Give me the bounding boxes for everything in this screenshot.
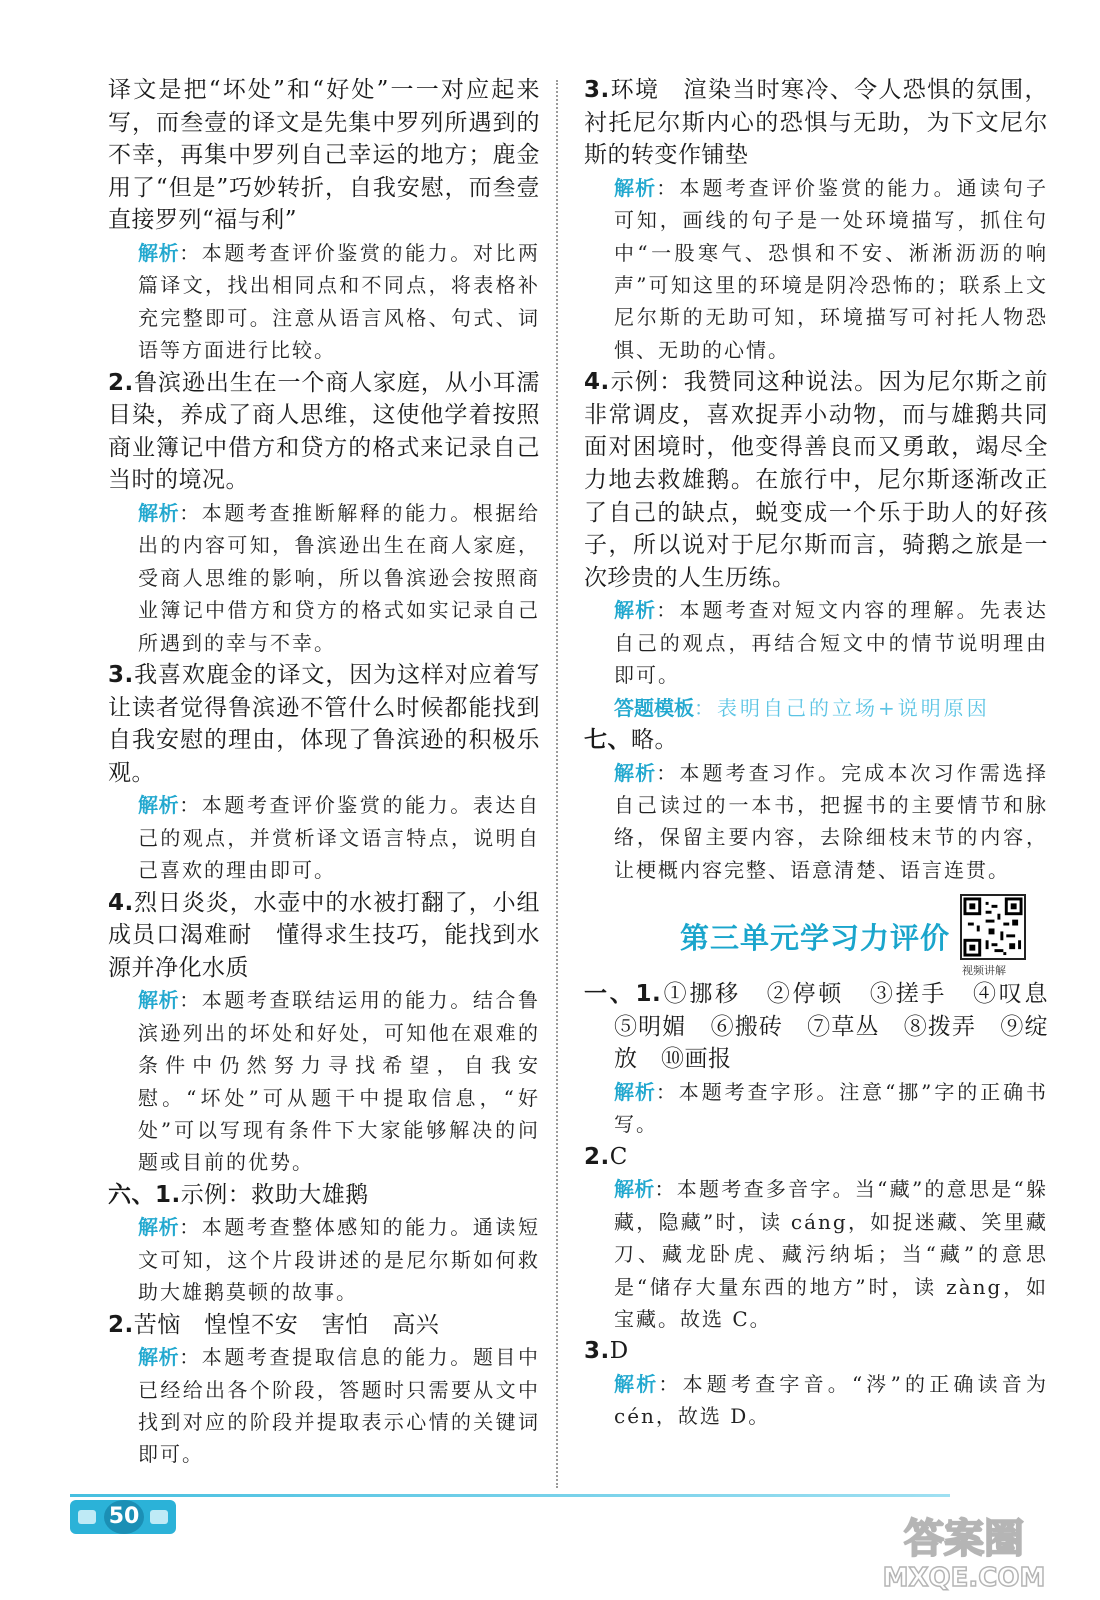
explanation-label: 解析	[138, 793, 180, 818]
explanation-label: 解析	[138, 500, 180, 525]
watermark-logo	[864, 1504, 1064, 1594]
explanation-label: 解析	[138, 240, 180, 265]
explanation-text: ：本题考查字音。“涔”的正确读音为 cén，故选 D。	[614, 1372, 1049, 1429]
svg-text:MXQE.COM: MXQE.COM	[882, 1563, 1046, 1593]
answer-text: 我喜欢鹿金的译文，因为这样对应着写让读者觉得鲁滨逊不管什么时候都能找到自我安慰的理由，体现了鲁滨逊的积极乐观。	[108, 662, 540, 786]
unit-header	[584, 894, 1048, 978]
answer-number: 2.	[108, 369, 134, 396]
explanation-text: ：本题考查对短文内容的理解。先表达自己的观点，再结合短文中的情节说明理由即可。	[614, 598, 1049, 688]
explanation	[584, 172, 1048, 366]
answer-item	[584, 366, 1048, 594]
answer-number: 一、1.	[584, 981, 662, 1008]
answer-item	[584, 724, 1048, 757]
answer-text: 示例：救助大雄鹅	[180, 1181, 369, 1208]
explanation	[108, 984, 540, 1178]
explanation-text: ：本题考查多音字。当“藏”的意思是“躲藏，隐藏”时，读 cáng，如捉迷藏、笑里藏刀、藏龙卧虎、藏污纳垢；当“藏”的意思是“储存大量东西的地方”时，读 zàng，如宝藏。故选 C。	[614, 1177, 1048, 1332]
left-column	[108, 74, 540, 1471]
explanation-label: 解析	[614, 760, 657, 785]
right-column	[584, 74, 1072, 1433]
explanation-label: 解析	[614, 598, 657, 623]
explanation	[584, 757, 1048, 887]
explanation-text: ：本题考查评价鉴赏的能力。表达自己的观点，并赏析译文语言特点，说明自己喜欢的理由即可。	[138, 793, 541, 883]
answer-item	[584, 1335, 1048, 1368]
explanation-label: 解析	[138, 988, 180, 1013]
explanation-text: ：本题考查评价鉴赏的能力。对比两篇译文，找出相同点和不同点，将表格补充完整即可。注意从语言风格、句式、词语等方面进行比较。	[138, 240, 541, 363]
explanation	[584, 1368, 1048, 1433]
answer-item	[108, 1309, 540, 1342]
explanation-text: ：本题考查评价鉴赏的能力。通读句子可知，画线的句子是一处环境描写，抓住句中“一股寒气、恐惧和不安、淅淅沥沥的响声”可知这里的环境是阴冷恐怖的；联系上文尼尔斯的无助可知，环境描写可衬托人物恐惧、无助的心情。	[614, 175, 1049, 362]
answer-text: C	[609, 1143, 628, 1170]
answer-text: ①挪移 ②停顿 ③搓手 ④叹息 ⑤明媚 ⑥搬砖 ⑦草丛 ⑧拨弄 ⑨绽放 ⑩画报	[614, 981, 1072, 1073]
explanation-text: ：本题考查联结运用的能力。结合鲁滨逊列出的坏处和好处，可知他在艰难的条件中仍然努力寻找希望，自我安慰。“坏处”可从题干中提取信息，“好处”可以写现有条件下大家能够解决的问题或目前的优势。	[138, 988, 541, 1175]
answer-item	[108, 74, 540, 237]
answer-text: 苦恼 惶惶不安 害怕 高兴	[133, 1311, 440, 1338]
explanation-label: 解析	[138, 1345, 180, 1370]
explanation-text: ：本题考查推断解释的能力。根据给出的内容可知，鲁滨逊出生在商人家庭，受商人思维的影响，所以鲁滨逊会按照商业簿记中借方和贷方的格式如实记录自己所遇到的幸与不幸。	[138, 500, 541, 655]
qr-label: 视频讲解	[962, 964, 1006, 978]
answer-number: 2.	[108, 1311, 134, 1338]
column-divider	[556, 80, 558, 1488]
footer-line	[70, 1494, 950, 1497]
answer-item	[108, 659, 540, 789]
explanation	[108, 237, 540, 367]
answer-text: D	[609, 1338, 629, 1365]
answer-text: 环境 渲染当时寒冷、令人恐惧的氛围，衬托尼尔斯内心的恐惧与无助，为下文尼尔斯的转变作铺垫	[584, 77, 1048, 169]
answer-item	[584, 1141, 1048, 1174]
answer-text: 烈日炎炎，水壶中的水被打翻了，小组成员口渴难耐 懂得求生技巧，能找到水源并净化水质	[108, 889, 540, 981]
badge-decoration	[150, 1510, 168, 1524]
answer-item	[108, 1179, 540, 1212]
answer-template	[584, 692, 1048, 724]
explanation-label: 解析	[614, 1372, 659, 1397]
explanation-label: 解析	[614, 175, 657, 200]
answer-item	[584, 978, 1072, 1076]
answer-number: 3.	[584, 77, 610, 103]
explanation-text: ：本题考查习作。完成本次习作需选择自己读过的一本书，把握书的主要情节和脉络，保留主要内容，去除细枝末节的内容，让梗概内容完整、语意清楚、语言连贯。	[614, 760, 1049, 882]
answer-text: 鲁滨逊出生在一个商人家庭，从小耳濡目染，养成了商人思维，这使他学着按照商业簿记中借方和贷方的格式来记录自己当时的境况。	[108, 369, 540, 494]
explanation	[584, 1173, 1048, 1335]
explanation-text: ：本题考查整体感知的能力。通读短文可知，这个片段讲述的是尼尔斯如何救助大雄鹅莫顿的故事。	[138, 1215, 541, 1305]
answer-number: 六、1.	[108, 1181, 181, 1208]
answer-item	[584, 74, 1048, 172]
qr-code-icon[interactable]	[960, 894, 1026, 960]
explanation-label: 解析	[614, 1177, 655, 1202]
answer-number: 2.	[584, 1143, 610, 1170]
answer-item	[108, 887, 540, 985]
answer-number: 七、	[584, 727, 631, 753]
explanation	[108, 497, 540, 659]
explanation-label: 解析	[614, 1080, 656, 1104]
explanation-label: 解析	[138, 1215, 180, 1240]
explanation-text: ：本题考查字形。注意“挪”字的正确书写。	[614, 1080, 1049, 1137]
page-number: 50	[104, 1500, 144, 1534]
answer-item	[108, 367, 540, 497]
explanation	[108, 789, 540, 886]
explanation	[108, 1341, 540, 1471]
explanation	[584, 1076, 1048, 1141]
svg-text:答案圈: 答案圈	[904, 1516, 1024, 1562]
template-label: 答题模板	[614, 695, 694, 720]
answer-number: 3.	[584, 1338, 610, 1365]
answer-text: 译文是把“坏处”和“好处”一一对应起来写，而叁壹的译文是先集中罗列所遇到的不幸，再集中罗列自己幸运的地方；鹿金用了“但是”巧妙转折，自我安慰，而叁壹直接罗列“福与利”	[108, 77, 540, 234]
answer-text: 示例：我赞同这种说法。因为尼尔斯之前非常调皮，喜欢捉弄小动物，而与雄鹅共同面对困境时，他变得善良而又勇敢，竭尽全力地去救雄鹅。在旅行中，尼尔斯逐渐改正了自己的缺点，蜕变成一个乐于助人的好孩子，所以说对于尼尔斯而言，骑鹅之旅是一次珍贵的人生历练。	[584, 369, 1048, 591]
template-text: ：表明自己的立场+说明原因	[694, 695, 990, 720]
badge-decoration	[78, 1510, 96, 1524]
explanation	[108, 1211, 540, 1308]
unit-title: 第三单元学习力评价	[680, 921, 951, 956]
explanation	[584, 594, 1048, 691]
answer-number: 4.	[108, 889, 134, 916]
answer-number: 4.	[584, 369, 610, 396]
answer-text: 略。	[631, 727, 678, 753]
answer-number: 3.	[108, 662, 134, 688]
explanation-text: ：本题考查提取信息的能力。题目中已经给出各个阶段，答题时只需要从文中找到对应的阶段并提取表示心情的关键词即可。	[138, 1345, 541, 1467]
